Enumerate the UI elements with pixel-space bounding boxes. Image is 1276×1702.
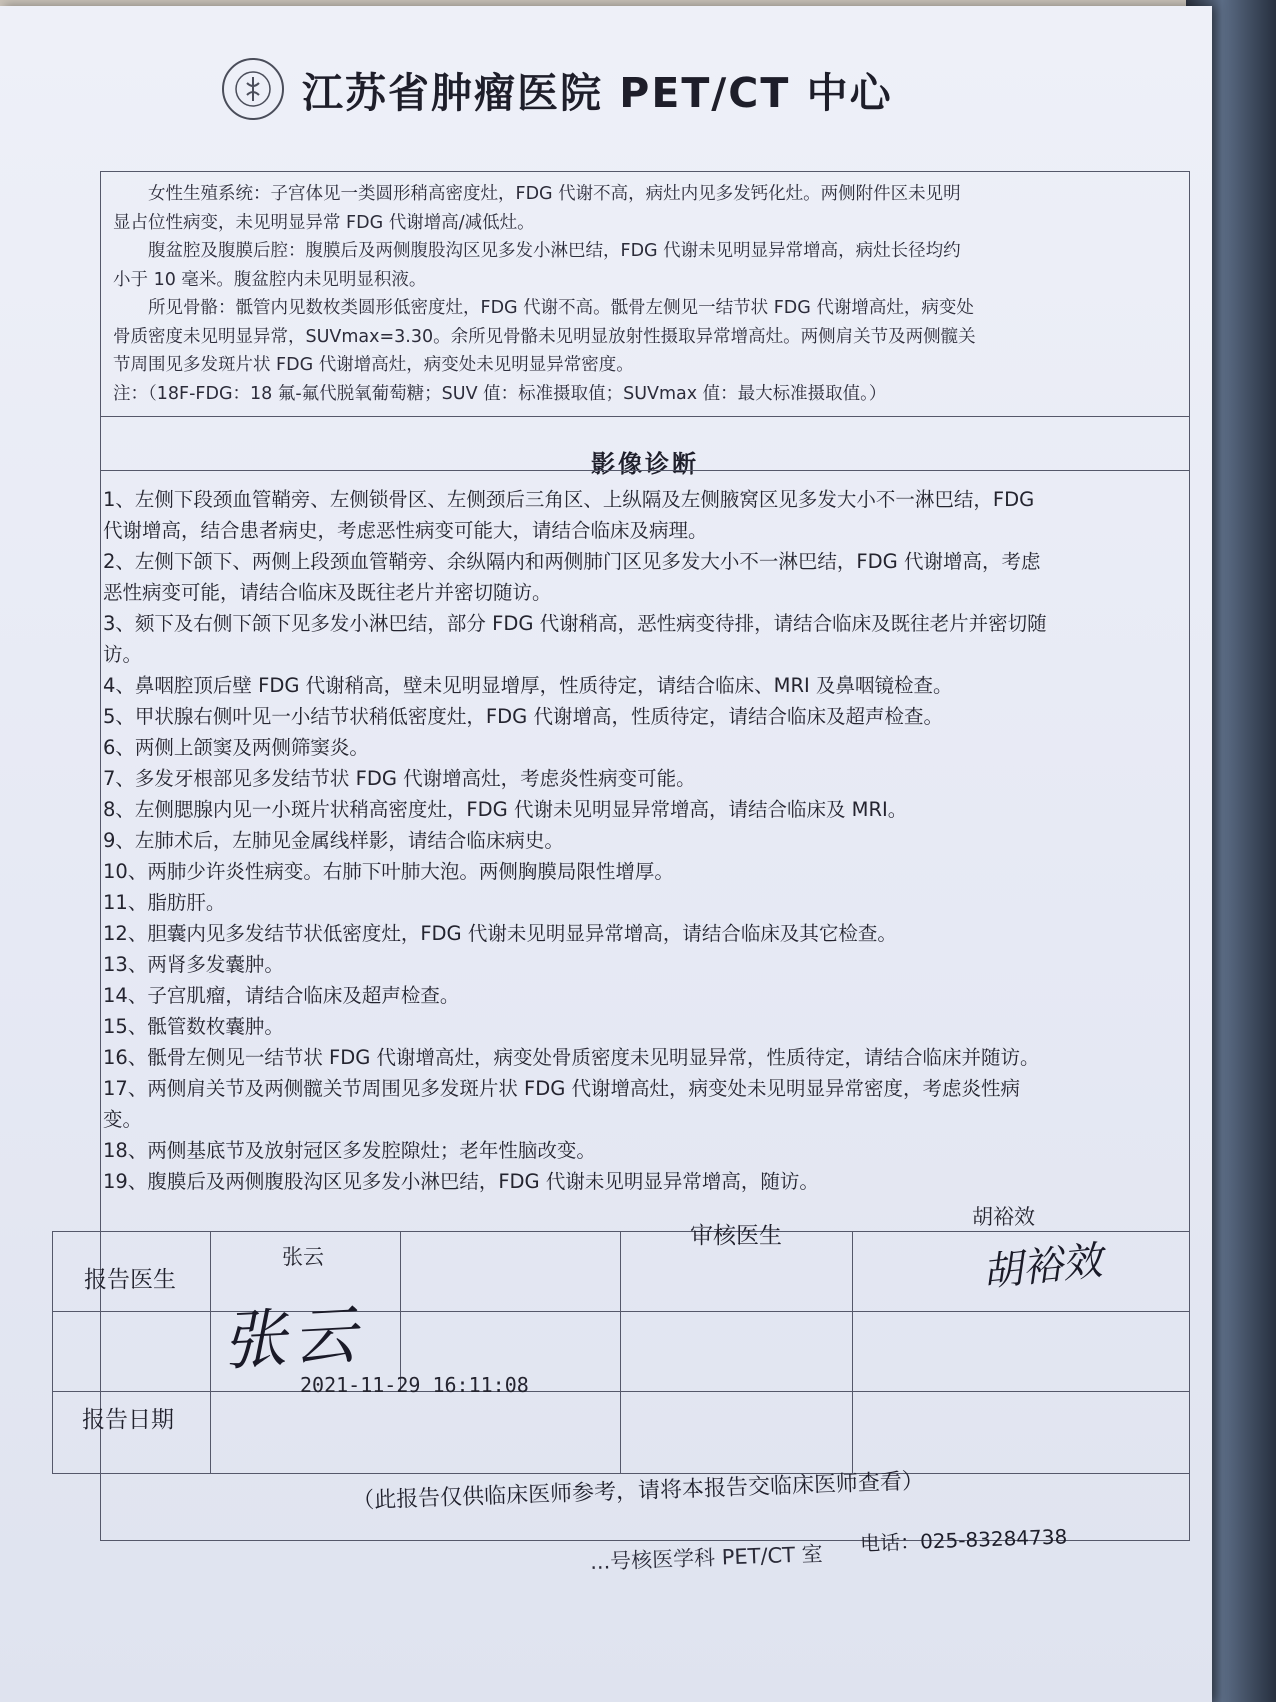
- diagnosis-item: 代谢增高，结合患者病史，考虑恶性病变可能大，请结合临床及病理。: [103, 519, 708, 542]
- review-doctor-name: 胡裕效: [972, 1205, 1035, 1229]
- diagnosis-item: 17、两侧肩关节及两侧髋关节周围见多发斑片状 FDG 代谢增高灶，病变处未见明显异常密度，考虑炎性病: [103, 1077, 1021, 1100]
- diagnosis-item: 10、两肺少许炎性病变。右肺下叶肺大泡。两侧胸膜局限性增厚。: [103, 860, 674, 883]
- diagnosis-item: 2、左侧下颌下、两侧上段颈血管鞘旁、余纵隔内和两侧肺门区见多发大小不一淋巴结，FDG 代谢增高，考虑: [103, 550, 1041, 573]
- footer-department: ...号核医学科 PET/CT 室: [589, 1541, 824, 1575]
- findings-line: 小于 10 毫米。腹盆腔内未见明显积液。: [113, 269, 427, 290]
- diagnosis-list: [103, 484, 1183, 1197]
- review-doctor-label: 审核医生: [690, 1223, 782, 1249]
- footer-note: （此报告仅供临床医师参考，请将本报告交临床医师查看）: [351, 1469, 925, 1514]
- diagnosis-item: 6、两侧上颌窦及两侧筛窦炎。: [103, 736, 369, 759]
- diagnosis-item: 4、鼻咽腔顶后壁 FDG 代谢稍高，壁未见明显增厚，性质待定，请结合临床、MRI 及鼻咽镜检查。: [103, 674, 953, 697]
- diagnosis-item: 15、骶管数枚囊肿。: [103, 1015, 284, 1038]
- findings-line: 所见骨骼：骶管内见数枚类圆形低密度灶，FDG 代谢不高。骶骨左侧见一结节状 FDG 代谢增高灶，病变处: [148, 298, 974, 318]
- hospital-logo-icon: [222, 58, 284, 120]
- diagnosis-item: 13、两肾多发囊肿。: [103, 953, 284, 976]
- report-doctor-name: 张云: [282, 1245, 324, 1269]
- report-date-label: 报告日期: [82, 1407, 174, 1433]
- hospital-title: 江苏省肿瘤医院 PET/CT 中心: [302, 68, 893, 117]
- report-page: [0, 6, 1212, 1702]
- report-header: [222, 44, 982, 134]
- diagnosis-item: 8、左侧腮腺内见一小斑片状稍高密度灶，FDG 代谢未见明显异常增高，请结合临床及 MRI。: [103, 798, 908, 821]
- diagnosis-item: 12、胆囊内见多发结节状低密度灶，FDG 代谢未见明显异常增高，请结合临床及其它检查。: [103, 922, 897, 945]
- findings-line: 女性生殖系统：子宫体见一类圆形稍高密度灶，FDG 代谢不高，病灶内见多发钙化灶。两侧附件区未见明: [148, 184, 961, 204]
- diagnosis-item: 14、子宫肌瘤，请结合临床及超声检查。: [103, 984, 460, 1007]
- footer-phone: 电话：025-83284738: [859, 1524, 1068, 1556]
- findings-line: 腹盆腔及腹膜后腔：腹膜后及两侧腹股沟区见多发小淋巴结，FDG 代谢未见明显异常增高，病灶长径均约: [148, 241, 961, 261]
- findings-line: 节周围见多发斑片状 FDG 代谢增高灶，病变处未见明显异常密度。: [113, 355, 634, 375]
- diagnosis-item: 1、左侧下段颈血管鞘旁、左侧锁骨区、左侧颈后三角区、上纵隔及左侧腋窝区见多发大小不一淋巴结，FDG: [103, 488, 1035, 511]
- diagnosis-item: 变。: [103, 1108, 143, 1131]
- review-doctor-signature: 胡裕效: [980, 1237, 1105, 1297]
- diagnosis-item: 18、两侧基底节及放射冠区多发腔隙灶；老年性脑改变。: [103, 1139, 596, 1162]
- diagnosis-item: 5、甲状腺右侧叶见一小结节状稍低密度灶，FDG 代谢增高，性质待定，请结合临床及超声检查。: [103, 705, 943, 728]
- diagnosis-item: 恶性病变可能，请结合临床及既往老片并密切随访。: [103, 581, 552, 604]
- findings-line: 骨质密度未见明显异常，SUVmax=3.30。余所见骨骼未见明显放射性摄取异常增高灶。两侧肩关节及两侧髋关: [113, 326, 976, 347]
- report-doctor-label: 报告医生: [84, 1267, 176, 1293]
- findings-note: 注：（18F-FDG：18 氟-氟代脱氧葡萄糖；SUV 值：标准摄取值；SUVmax 值：最大标准摄取值。）: [113, 383, 887, 404]
- divider: [101, 470, 1189, 471]
- report-doctor-signature: 张云: [220, 1298, 365, 1380]
- divider: [101, 416, 1189, 417]
- diagnosis-item: 访。: [103, 643, 143, 666]
- diagnosis-item: 19、腹膜后及两侧腹股沟区见多发小淋巴结，FDG 代谢未见明显异常增高，随访。: [103, 1170, 819, 1193]
- findings-line: 显占位性病变，未见明显异常 FDG 代谢增高/减低灶。: [113, 212, 535, 233]
- diagnosis-title: 影像诊断: [591, 450, 699, 478]
- findings-section: [113, 180, 1181, 408]
- report-date: 2021-11-29 16:11:08: [300, 1373, 529, 1397]
- diagnosis-item: 3、颏下及右侧下颌下见多发小淋巴结，部分 FDG 代谢稍高，恶性病变待排，请结合临床及既往老片并密切随: [103, 612, 1047, 635]
- diagnosis-item: 11、脂肪肝。: [103, 891, 226, 914]
- diagnosis-item: 9、左肺术后，左肺见金属线样影，请结合临床病史。: [103, 829, 564, 852]
- diagnosis-item: 7、多发牙根部见多发结节状 FDG 代谢增高灶，考虑炎性病变可能。: [103, 767, 696, 790]
- diagnosis-item: 16、骶骨左侧见一结节状 FDG 代谢增高灶，病变处骨质密度未见明显异常，性质待定，请结合临床并随访。: [103, 1046, 1040, 1069]
